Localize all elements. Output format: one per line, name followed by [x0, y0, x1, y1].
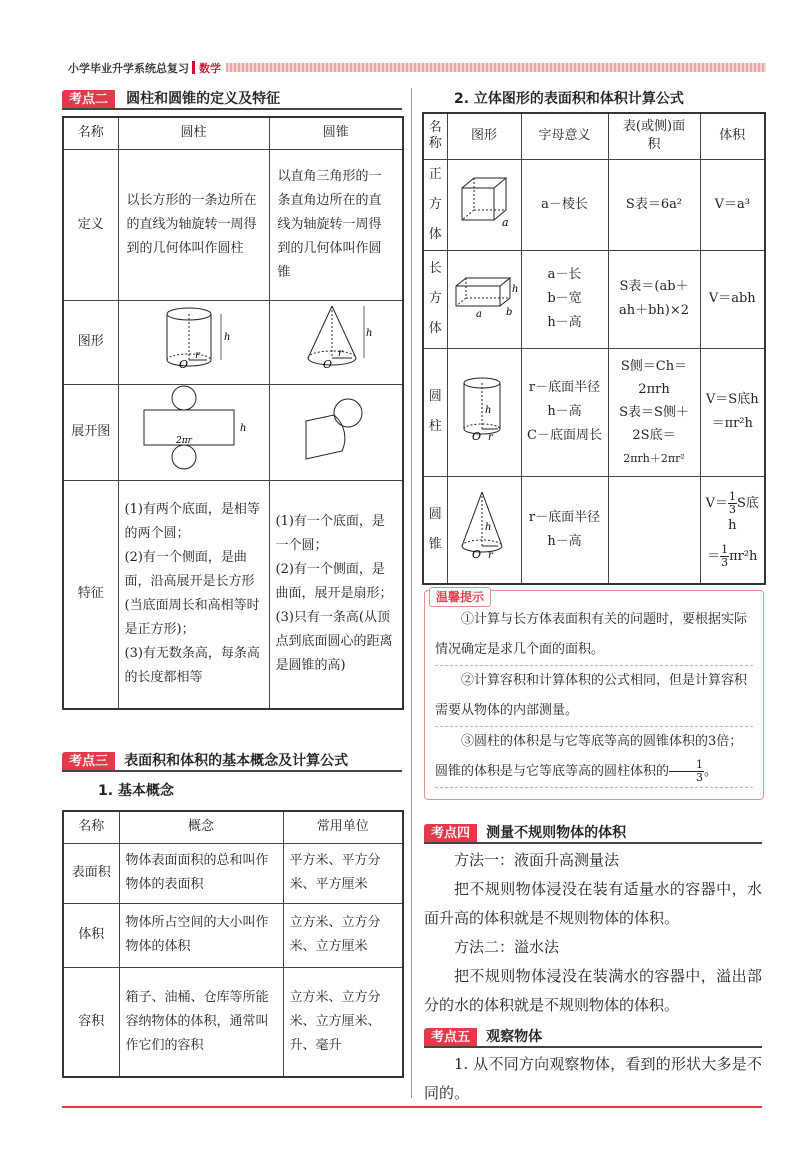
formulas-table	[422, 112, 766, 585]
feature-item: (1)有两个底面，是相等的两个圆；	[124, 502, 260, 542]
letters-cell	[521, 476, 608, 584]
a-label: a	[476, 308, 482, 320]
table-row	[423, 113, 765, 159]
area-formula: ah＋bh)×2	[618, 303, 690, 318]
unit-cell: 立方米、立方分米、立方厘米、升、毫升	[283, 967, 403, 1077]
kp4-tag: 考点四	[424, 824, 477, 844]
cylinder-net-cell	[118, 384, 269, 480]
kp4-heading	[424, 822, 626, 844]
header-book-title: 小学毕业升学系统总复习	[68, 62, 189, 75]
r-label: r	[488, 550, 493, 562]
letters-cell	[521, 348, 608, 476]
concept-cell: 箱子、油桶、仓库等所能容纳物体的体积，通常叫作它们的容积	[119, 967, 283, 1077]
kp3-tag: 考点三	[62, 752, 115, 772]
feature-item: (3)有无数条高，每条高的长度都相等	[124, 646, 260, 686]
volume-cell	[700, 159, 765, 250]
kp5-heading	[424, 1026, 542, 1048]
area-formula: S表＝S侧＋	[619, 404, 689, 420]
table-row	[423, 250, 765, 348]
area-formula: S侧＝Ch＝	[620, 358, 688, 374]
area-cell	[608, 159, 700, 250]
cylinder-definition: 以长方形的一条边所在的直线为轴旋转一周得到的几何体叫作圆柱	[118, 149, 269, 300]
table-row	[63, 843, 403, 903]
kp4-body	[424, 846, 762, 1020]
cone-definition: 以直角三角形的一条直角边所在的直线为轴旋转一周得到的几何体叫作圆锥	[269, 149, 403, 300]
area-cell	[608, 348, 700, 476]
kp3-title: 表面积和体积的基本概念及计算公式	[124, 753, 349, 769]
volume-cell	[700, 348, 765, 476]
column-divider	[411, 88, 412, 1098]
cylinder-features	[118, 480, 269, 709]
area-cell	[608, 250, 700, 348]
cube-figure-cell	[447, 159, 521, 250]
cone-features	[269, 480, 403, 709]
kp2-underline	[62, 108, 402, 110]
table-row	[423, 348, 765, 476]
method-title: 方法一：液面升高测量法	[454, 851, 620, 869]
area-formula: S表＝(ab＋	[619, 279, 689, 294]
header-separator	[192, 61, 195, 74]
feature-item: (2)有一个侧面，是曲面，沿高展开是长方形(当底面周长和高相等时是正方形)；	[124, 550, 260, 638]
a-label: a	[502, 216, 509, 229]
kp3-heading	[62, 750, 348, 772]
unit-cell: 平方米、平方分米、平方厘米	[283, 843, 403, 903]
kp5-paragraph: 1. 从不同方向观察物体，看到的形状大多是不同的。	[424, 1055, 762, 1102]
volume-formula: V＝S底h	[705, 392, 759, 407]
footer-line	[62, 1106, 762, 1108]
formulas-subheading: 2. 立体图形的表面积和体积计算公式	[454, 91, 684, 107]
tip-tag: 温馨提示	[429, 587, 491, 607]
letter-meaning: b－宽	[547, 291, 582, 306]
volume-cell	[700, 250, 765, 348]
header-cell: 体积	[700, 113, 765, 159]
concept-cell: 物体所占空间的大小叫作物体的体积	[119, 903, 283, 967]
cylinder-figure-cell	[118, 300, 269, 384]
unit-cell: 立方米、立方分米、立方厘米	[283, 903, 403, 967]
table-row	[63, 384, 403, 480]
row-label: 表面积	[63, 843, 119, 903]
h-label: h	[365, 327, 373, 339]
letter-meaning: a－棱长	[541, 196, 588, 212]
letter-meaning: r－底面半径	[528, 509, 601, 525]
volume-formula: ＝ $\frac{1}{3}$ πr²h	[707, 542, 758, 569]
row-label: 定义	[63, 149, 118, 300]
header-cell: 圆锥	[269, 117, 403, 149]
table-row	[423, 159, 765, 250]
kp4-underline	[424, 842, 762, 844]
header-cell: 名称	[63, 811, 119, 843]
header-cell: 名称	[63, 117, 118, 149]
volume-formula: V＝abh	[708, 291, 756, 306]
row-label: 展开图	[63, 384, 118, 480]
h-label: h	[512, 283, 519, 295]
kp5-underline	[424, 1046, 762, 1048]
volume-formula: V＝a³	[714, 196, 750, 212]
header-cell: 字母意义	[521, 113, 608, 159]
header-cell: 名称	[423, 113, 447, 159]
kp2-tag: 考点二	[62, 90, 115, 110]
header-cell: 常用单位	[283, 811, 403, 843]
kp2-table	[62, 116, 404, 710]
table-row	[63, 811, 403, 843]
row-label: 正方体	[428, 166, 442, 242]
h-label: h	[223, 331, 230, 343]
kp5-title: 观察物体	[486, 1029, 543, 1045]
cone-net-figure	[296, 393, 376, 463]
cylinder-net-figure	[134, 385, 254, 471]
header-cell: 概念	[119, 811, 283, 843]
area-formula: 2πrh＋2πr²	[623, 451, 685, 465]
letter-meaning: h－高	[547, 315, 582, 330]
o-label: O	[472, 548, 482, 562]
kp3-underline	[62, 770, 402, 772]
feature-item: (1)有一个底面，是一个圆；	[275, 514, 385, 554]
h-label: h	[485, 404, 492, 416]
row-label: 圆锥	[428, 506, 442, 552]
feature-item: (3)只有一条高(从顶点到底面圆心的距离是圆锥的高)	[275, 610, 393, 674]
kp5-tag: 考点五	[424, 1028, 477, 1048]
letters-cell	[521, 250, 608, 348]
h-label: h	[239, 422, 246, 434]
tip-content	[435, 605, 753, 788]
b-label: b	[506, 306, 513, 318]
tip-item: ③圆柱的体积是与它等底等高的圆锥体积的3倍；圆锥的体积是与它等底等高的圆柱体积的 $\frac{1}{3}$ 。	[435, 727, 753, 788]
row-label: 图形	[63, 300, 118, 384]
header-cell: 图形	[447, 113, 521, 159]
tip-item: ①计算与长方体表面积有关的问题时，要根据实际情况确定是求几个面的面积。	[435, 605, 753, 666]
method-text: 把不规则物体浸没在装满水的容器中，溢出部分的水的体积就是不规则物体的体积。	[424, 967, 762, 1014]
cylinder-figure	[149, 302, 239, 374]
table-row	[63, 903, 403, 967]
table-row	[63, 967, 403, 1077]
cylinder-figure	[454, 373, 514, 443]
cylinder-figure-cell	[447, 348, 521, 476]
area-formula: 2πrh	[638, 381, 670, 397]
row-label: 长方体	[428, 261, 442, 336]
cube-figure	[454, 172, 514, 228]
table-row	[63, 480, 403, 709]
row-label: 圆柱	[428, 389, 442, 434]
o-label: O	[322, 357, 332, 371]
o-label: O	[472, 429, 482, 443]
o-label: O	[178, 357, 188, 371]
row-label: 容积	[63, 967, 119, 1077]
cone-figure	[454, 488, 514, 562]
h-label: h	[485, 522, 492, 534]
volume-formula: ＝πr²h	[711, 416, 753, 431]
letter-meaning: h－高	[547, 533, 582, 549]
table-row	[423, 476, 765, 584]
r-label: r	[194, 349, 200, 361]
letter-meaning: r－底面半径	[528, 380, 601, 395]
r-label: r	[488, 431, 493, 443]
method-text: 把不规则物体浸没在装有适量水的容器中，水面升高的体积就是不规则物体的体积。	[424, 880, 762, 927]
method-title: 方法二：溢水法	[454, 938, 560, 956]
kp4-title: 测量不规则物体的体积	[486, 825, 627, 841]
letters-cell	[521, 159, 608, 250]
cone-figure-cell	[447, 476, 521, 584]
cone-figure	[296, 302, 376, 374]
r-label: r	[337, 347, 343, 359]
header-cell: 表(或侧)面积	[608, 113, 700, 159]
table-row	[63, 117, 403, 149]
area-cell	[608, 476, 700, 584]
kp3-table	[62, 810, 404, 1078]
area-formula: S表＝6a²	[625, 196, 683, 212]
table-row	[63, 300, 403, 384]
header-bar	[226, 63, 766, 72]
kp2-title: 圆柱和圆锥的定义及特征	[126, 91, 281, 107]
tip-item: ②计算容积和计算体积的公式相同，但是计算容积需要从物体的内部测量。	[435, 666, 753, 727]
volume-cell	[700, 476, 765, 584]
kp2-heading	[62, 88, 280, 110]
letter-meaning: h－高	[547, 404, 582, 419]
area-formula: 2S底＝	[632, 427, 676, 443]
letter-meaning: C－底面周长	[527, 428, 602, 443]
kp3-subheading: 1. 基本概念	[98, 783, 174, 799]
header-cell: 圆柱	[118, 117, 269, 149]
header-subject: 数学	[199, 62, 221, 75]
letter-meaning: a－长	[547, 267, 582, 282]
cuboid-figure	[452, 270, 519, 320]
cuboid-figure-cell	[447, 250, 521, 348]
row-label: 特征	[63, 480, 118, 709]
feature-item: (2)有一个侧面，是曲面，展开是扇形；	[275, 562, 393, 602]
volume-formula: V＝ $\frac{1}{3}$ S底h	[705, 489, 759, 533]
cone-net-cell	[269, 384, 403, 480]
circumference-label: 2πr	[175, 435, 192, 446]
concept-cell: 物体表面面积的总和叫作物体的表面积	[119, 843, 283, 903]
row-label: 体积	[63, 903, 119, 967]
tip-box	[424, 590, 764, 800]
table-row	[63, 149, 403, 300]
cone-figure-cell	[269, 300, 403, 384]
